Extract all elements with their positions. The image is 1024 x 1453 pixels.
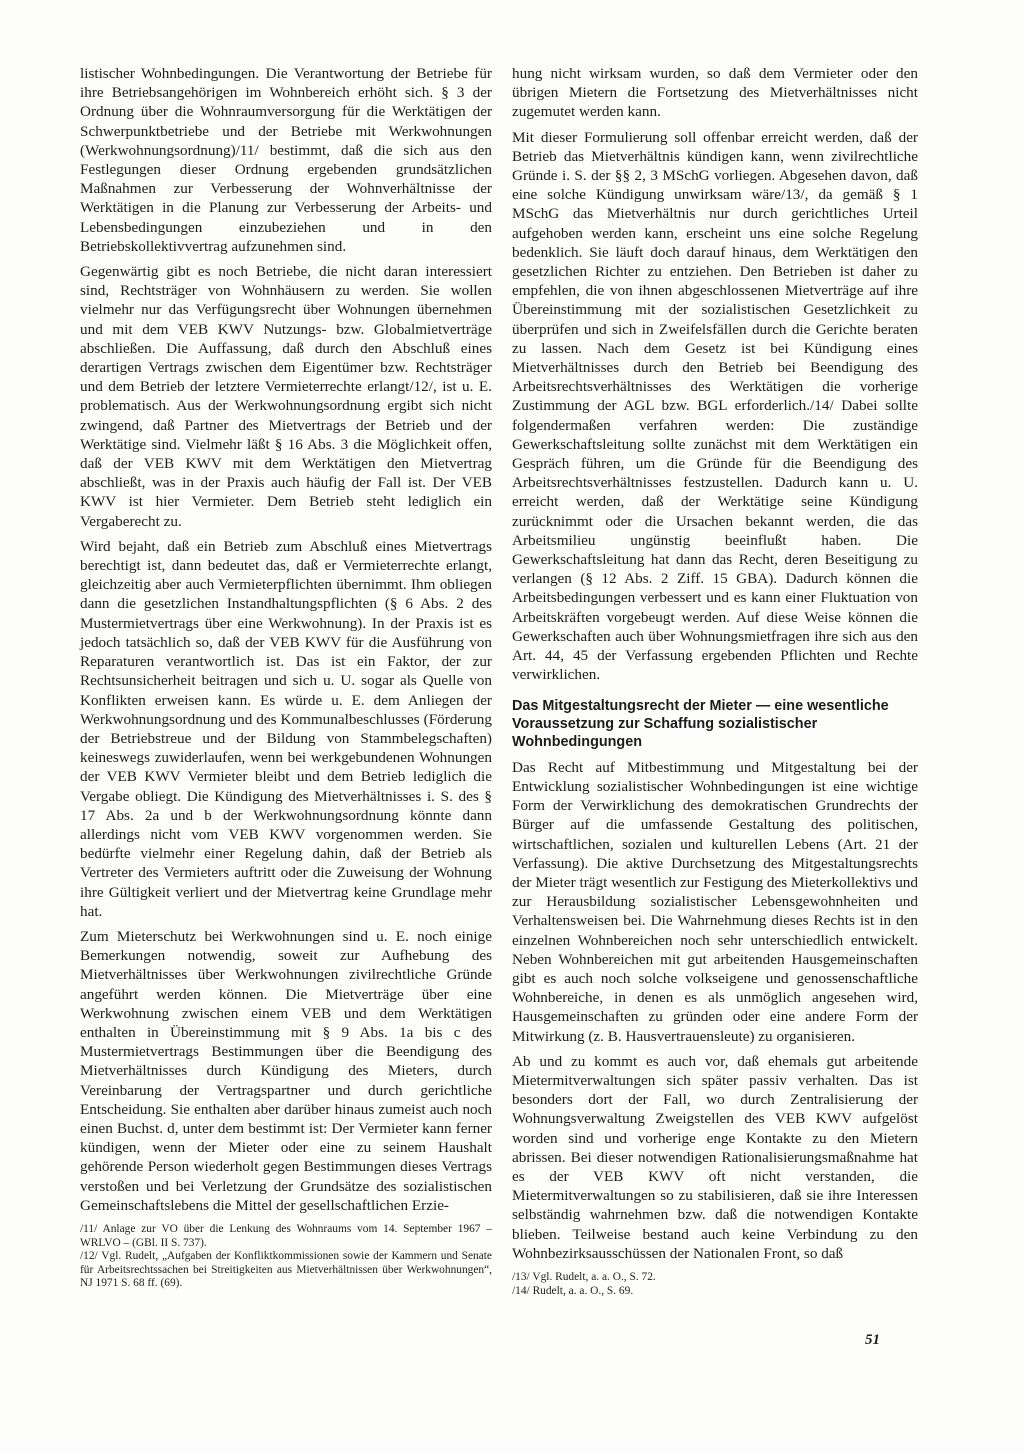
footnote-13: /13/ Vgl. Rudelt, a. a. O., S. 72. [512,1271,656,1283]
footnote-14: /14/ Rudelt, a. a. O., S. 69. [512,1284,634,1297]
right-paragraph-3: Das Recht auf Mitbestimmung und Mitgestaltung bei der Entwicklung sozialistischer Wohnbedingungen ist eine wichtige Form der Verwirklichung des demokratischen Grundrechts der Bürger auf die umfassende Gestaltung des politischen, wirtschaftlichen, sozialen und kulturellen Lebens (Art. 21 der Verfassung). Die aktive Durchsetzung des Mitgestaltungsrechts der Mieter trägt wesentlich zur Festigung des Mieterkollektivs und zur Herausbildung sozialistischer Lebensgewohnheiten und Verhaltensweisen bei. Die Wahrnehmung dieses Rechts ist in den einzelnen Wohnbereichen noch sehr unterschiedlich entwickelt. Neben Wohnbereichen mit gut arbeitenden Hausgemeinschaften gibt es auch noch solche volkseigene und genossenschaftliche Wohnbereiche, in denen es als unmöglich angesehen wird, Hausgemeinschaften zu gründen oder eine andere Form der Mitwirkung (z. B. Hausvertrauensleute) zu organisieren. [512,758,918,1045]
left-paragraph-1: listischer Wohnbedingungen. Die Verantwortung der Betriebe für ihre Betriebsangehörigen im Wohnbereich erhöht sich. § 3 der Ordnung über die Wohnraumversorgung für die Werktätigen der Schwerpunktbetriebe und der Betriebe mit Werkwohnungen (Werkwohnungsordnung)/11/ bestimmt, daß die sich aus den Festlegungen dieser Ordnung ergebenden grundsätzlichen Maßnahmen zur Verbesserung der Wohnverhältnisse der Werktätigen in die Planung zur Verbesserung der Arbeits- und Lebensbedingungen einzubeziehen und in den Betriebskollektivvertrag aufzunehmen sind. [80,65,492,255]
footnote-12: /12/ Vgl. Rudelt, „Aufgaben der Konfliktkommissionen sowie der Kammern und Senate für Arbeitsrechtssachen bei Streitigkeiten aus Mietverhältnissen über Werkwohnungen“, NJ 1971 S. 68 ff. (69). [80,1250,492,1290]
page-number: 51 [865,1332,880,1348]
section-heading: Das Mitgestaltungsrecht der Mieter — eine wesentliche Voraussetzung zur Schaffung sozialistischer Wohnbedingungen [512,697,889,751]
right-paragraph-1: hung nicht wirksam wurden, so daß dem Vermieter oder den übrigen Mietern die Fortsetzung des Mietverhältnisses nicht zugemutet werden kann. [512,65,918,121]
left-paragraph-4: Zum Mieterschutz bei Werkwohnungen sind u. E. noch einige Bemerkungen notwendig, soweit zur Aufhebung des Mietverhältnisses über Werkwohnungen zivilrechtliche Gründe angeführt werden können. Die Mietverträge über eine Werkwohnung zwischen einem VEB und dem Werktätigen enthalten in Übereinstimmung mit § 9 Abs. 1a bis c des Mustermietvertrags Bestimmungen über die Beendigung des Mietverhältnisses durch Kündigung des Mieters, durch Vereinbarung der Vertragspartner und durch gerichtliche Entscheidung. Sie enthalten aber darüber hinaus zumeist auch noch einen Buchst. d, unter dem bestimmt ist: Der Vermieter kann ferner kündigen, wenn der Mieter oder eine zu seinem Haushalt gehörende Person wiederholt gegen Bestimmungen dieses Vertrags verstoßen und bei Verletzung der Grundsätze des sozialistischen Gemeinschaftslebens die Mittel der gesellschaftlichen Erzie- [80,927,492,1214]
left-column [80,64,492,1291]
left-footnotes [80,1223,492,1291]
left-paragraph-3: Wird bejaht, daß ein Betrieb zum Abschluß eines Mietvertrags berechtigt ist, dann bedeutet das, daß er Vermieterrechte erlangt, gleichzeitig aber auch Vermieterpflichten übernimmt. Ihm obliegen dann die gesetzlichen Instandhaltungspflichten (§ 6 Abs. 2 des Mustermietvertrags über eine Werkwohnung). In der Praxis ist es jedoch tatsächlich so, daß der VEB KWV für die Ausführung von Reparaturen verantwortlich ist. Das ist ein Faktor, der zur Rechtsunsicherheit beitragen und sich u. U. sogar als Quelle von Konflikten erweisen kann. Es würde u. E. dem Anliegen der Werkwohnungsordnung und des Kommunalbeschlusses (Förderung der Betriebstreue und der Bildung von Stammbelegschaften) keineswegs zuwiderlaufen, wenn bei werkgebundenen Wohnungen der VEB KWV Vermieter bleibt und dem Betrieb lediglich die Vergabe obliegt. Die Kündigung des Mietverhältnisses i. S. des § 17 Abs. 2a und b der Werkwohnungsordnung könnte dann allerdings nicht vom VEB KWV vorgenommen werden. Sie bedürfte vielmehr einer Regelung dahin, daß der Betrieb als Vertreter des Vermieters auftritt oder die Zuweisung der Wohnung ihre Gültigkeit verliert und der Mietvertrag keine Grundlage mehr hat. [80,537,492,920]
right-footnotes [512,1271,918,1298]
left-paragraph-2: Gegenwärtig gibt es noch Betriebe, die nicht daran interessiert sind, Rechtsträger von Wohnhäusern zu werden. Sie wollen vielmehr nur das Verfügungsrecht über Wohnungen übernehmen und mit dem VEB KWV Nutzungs- bzw. Globalmietverträge abschließen. Die Auffassung, daß durch den Abschluß eines derartigen Vertrags zwischen dem Eigentümer bzw. Rechtsträger und dem Betrieb der letztere Vermieterrechte erlangt/12/, ist u. E. problematisch. Aus der Werkwohnungsordnung ergibt sich nicht zwingend, daß Partner des Mietvertrags der Betrieb und der Werktätige sind. Vielmehr läßt § 16 Abs. 3 die Möglichkeit offen, daß der VEB KWV mit dem Werktätigen den Mietvertrag abschließt, was in der Praxis auch häufig der Fall ist. Der VEB KWV ist hier Vermieter. Dem Betrieb steht lediglich ein Vergaberecht zu. [80,263,492,530]
right-paragraph-2: Mit dieser Formulierung soll offenbar erreicht werden, daß der Betrieb das Mietverhältnis kündigen kann, wenn zivilrechtliche Gründe i. S. der §§ 2, 3 MSchG vorliegen. Abgesehen davon, daß eine solche Kündigung unwirksam wäre/13/, da gemäß § 1 MSchG das Mietverhältnis nur durch gerichtliches Urteil aufgehoben werden kann, erscheint uns eine solche Regelung bedenklich. Sie läuft doch darauf hinaus, dem Werktätigen den gesetzlichen Richter zu entziehen. Den Betrieben ist daher zu empfehlen, die von ihnen abgeschlossenen Mietverträge auf ihre Übereinstimmung mit der sozialistischen Gesetzlichkeit zu überprüfen und sich in Zweifelsfällen durch die Gerichte beraten zu lassen. Nach dem Gesetz ist bei Kündigung eines Mietverhältnisses durch den Betrieb bei Beendigung des Arbeitsrechtsverhältnisses des Werktätigen die vorherige Zustimmung der AGL bzw. BGL erforderlich./14/ Dabei sollte folgendermaßen verfahren werden: Die zuständige Gewerkschaftsleitung sollte zunächst mit dem Werktätigen ein Gespräch führen, um die Gründe für die Beendigung des Arbeitsrechtsverhältnisses festzustellen. Dadurch kann u. U. erreicht werden, daß der Werktätige seine Kündigung zurücknimmt oder die Ursachen bekannt werden, die das Arbeitsmilieu ungünstig beeinflußt haben. Die Gewerkschaftsleitung hat dann das Recht, deren Beseitigung zu verlangen (§ 12 Abs. 2 Ziff. 15 GBA). Dadurch können die Arbeitsbedingungen verbessert und es kann einer Fluktuation von Arbeitskräften vorgebeugt werden. Auf diese Weise können die Gewerkschaften auch über Wohnungsmietfragen ihre sich aus den Art. 44, 45 der Verfassung ergebenden Pflichten und Rechte verwirklichen. [512,128,918,684]
right-paragraph-4: Ab und zu kommt es auch vor, daß ehemals gut arbeitende Mietermitverwaltungen sich später passiv verhalten. Das ist besonders dort der Fall, wo durch Zentralisierung der Wohnungsverwaltung Zweigstellen des VEB KWV aufgelöst worden sind und vorherige enge Kontakte zu den Mietern abrissen. Bei dieser notwendigen Rationalisierungsmaßnahme hat es der VEB KWV oft nicht verstanden, die Mietermitverwaltungen so zu stabilisieren, daß sie ihre Interessen selbständig wahrnehmen bzw. daß die notwendigen Kontakte blieben. Teilweise bestand auch keine Verbindung zu den Wohnbezirksausschüssen der Nationalen Front, so daß [512,1052,918,1262]
right-column [512,64,918,1298]
footnote-11: /11/ Anlage zur VO über die Lenkung des Wohnraums vom 14. September 1967 – WRLVO – (GBl. II S. 737). [80,1222,492,1249]
